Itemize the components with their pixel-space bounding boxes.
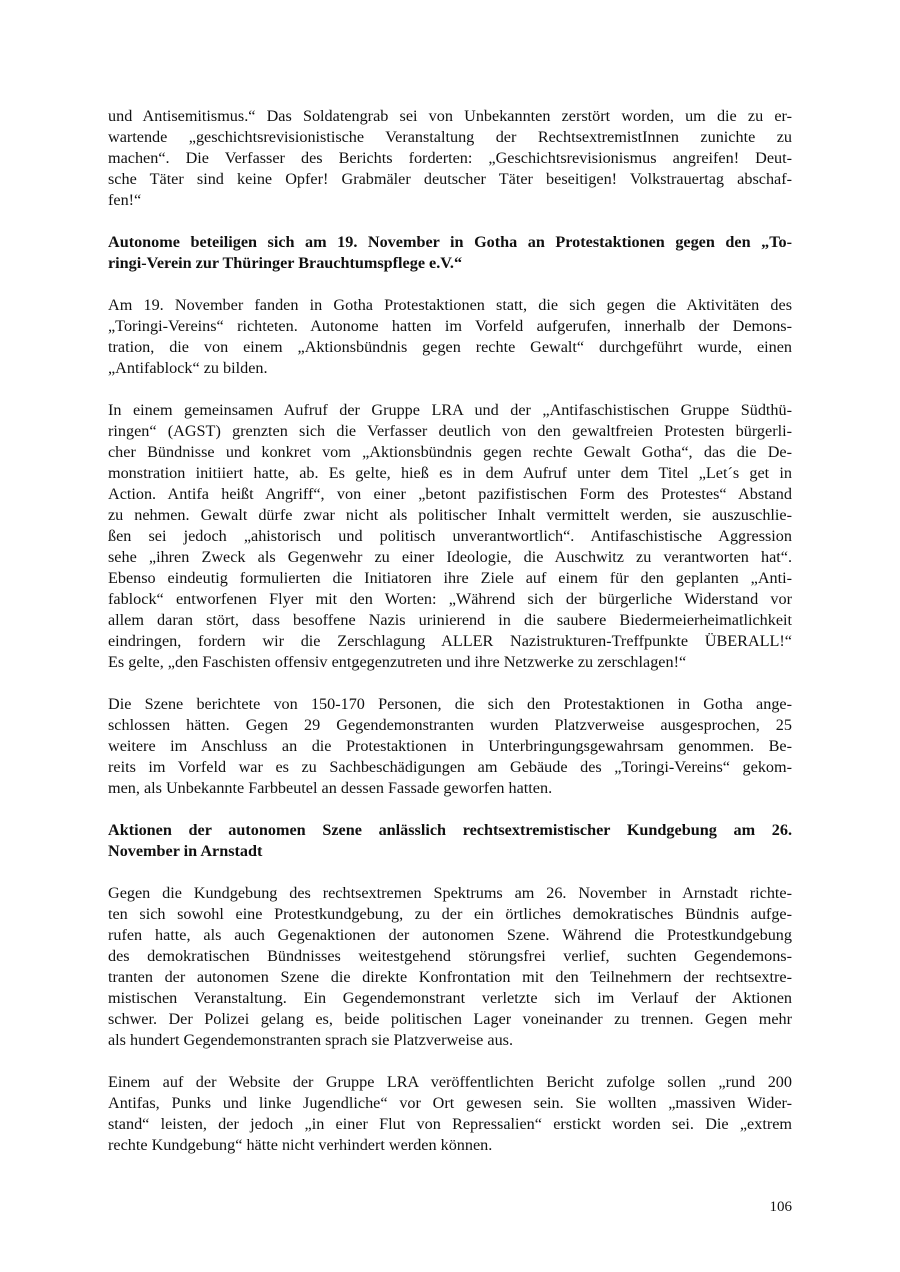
text-line: „Antifablock“ zu bilden.: [108, 359, 268, 377]
text-line: ringen“ (AGST) grenzten sich die Verfasser deutlich von den gewaltfreien Protesten bürgerli-: [108, 422, 792, 440]
text-line: rufen hatte, als auch Gegenaktionen der autonomen Szene. Während die Protestkundgebung: [108, 926, 792, 944]
text-line: zu nehmen. Gewalt dürfe zwar nicht als politischer Inhalt vermittelt werden, sie auszuschlie-: [108, 506, 792, 524]
text-line: Action. Antifa heißt Angriff“, von einer „betont pazifistischen Form des Protestes“ Abstand: [108, 485, 792, 503]
text-line: ten sich sowohl eine Protestkundgebung, zu der ein örtliches demokratisches Bündnis aufge-: [108, 905, 792, 923]
page-number: 106: [769, 1199, 792, 1215]
text-line: sche Täter sind keine Opfer! Grabmäler deutscher Täter beseitigen! Volkstrauertag abschaf-: [108, 170, 792, 188]
text-line: stand“ leisten, der jedoch „in einer Flut von Repressalien“ erstickt worden sei. Die „extrem: [108, 1115, 792, 1133]
heading-line: ringi-Verein zur Thüringer Brauchtumspflege e.V.“: [108, 254, 463, 272]
heading-line: Aktionen der autonomen Szene anlässlich rechtsextremistischer Kundgebung am 26.: [108, 821, 792, 839]
text-line: tration, die von einem „Aktionsbündnis gegen rechte Gewalt“ durchgeführt wurde, einen: [108, 338, 792, 356]
text-line: eindringen, fordern wir die Zerschlagung ALLER Nazistrukturen-Treffpunkte ÜBERALL!“: [108, 632, 792, 650]
section-heading-arnstadt: [108, 820, 792, 862]
text-line: sehe „ihren Zweck als Gegenwehr zu einer Ideologie, die Auschwitz zu verantworten hat“.: [108, 548, 792, 566]
text-line: rechte Kundgebung“ hätte nicht verhindert werden können.: [108, 1136, 493, 1154]
text-line: Am 19. November fanden in Gotha Protestaktionen statt, die sich gegen die Aktivitäten des: [108, 296, 792, 314]
text-line: Die Szene berichtete von 150-170 Personen, die sich den Protestaktionen in Gotha ange-: [108, 695, 792, 713]
document-page: [108, 106, 792, 1156]
text-line: Es gelte, „den Faschisten offensiv entgegenzutreten und ihre Netzwerke zu zerschlagen!“: [108, 653, 687, 671]
text-line: men, als Unbekannte Farbbeutel an dessen Fassade geworfen hatten.: [108, 779, 553, 797]
text-line: wartende „geschichtsrevisionistische Veranstaltung der RechtsextremistInnen zunichte zu: [108, 128, 792, 146]
paragraph-3: [108, 694, 792, 799]
text-line: tranten der autonomen Szene die direkte Konfrontation mit den Teilnehmern der rechtsextre-: [108, 968, 792, 986]
paragraph-4: [108, 883, 792, 1051]
text-line: In einem gemeinsamen Aufruf der Gruppe LRA und der „Antifaschistischen Gruppe Südthü-: [108, 401, 792, 419]
text-line: fablock“ entworfenen Flyer mit den Worten: „Während sich der bürgerliche Widerstand vor: [108, 590, 792, 608]
text-line: weitere im Anschluss an die Protestaktionen in Unterbringungsgewahrsam genommen. Be-: [108, 737, 792, 755]
text-line: „Toringi-Vereins“ richteten. Autonome hatten im Vorfeld aufgerufen, innerhalb der Demons-: [108, 317, 792, 335]
text-line: mistischen Veranstaltung. Ein Gegendemonstrant verletzte sich im Verlauf der Aktionen: [108, 989, 792, 1007]
text-line: und Antisemitismus.“ Das Soldatengrab sei von Unbekannten zerstört worden, um die zu er-: [108, 107, 792, 125]
text-line: schlossen hätten. Gegen 29 Gegendemonstranten wurden Platzverweise ausgesprochen, 25: [108, 716, 792, 734]
text-line: fen!“: [108, 191, 142, 209]
heading-line: Autonome beteiligen sich am 19. November in Gotha an Protestaktionen gegen den „To-: [108, 233, 792, 251]
text-line: reits im Vorfeld war es zu Sachbeschädigungen am Gebäude des „Toringi-Vereins“ gekom-: [108, 758, 792, 776]
paragraph-1: [108, 295, 792, 379]
paragraph-2: [108, 400, 792, 673]
paragraph-5: [108, 1072, 792, 1156]
text-line: schwer. Der Polizei gelang es, beide politischen Lager voneinander zu trennen. Gegen mehr: [108, 1010, 792, 1028]
text-line: cher Bündnisse und konkret vom „Aktionsbündnis gegen rechte Gewalt Gotha“, das die De-: [108, 443, 792, 461]
text-line: ßen sei jedoch „ahistorisch und politisch unverantwortlich“. Antifaschistische Aggression: [108, 527, 792, 545]
text-line: als hundert Gegendemonstranten sprach sie Platzverweise aus.: [108, 1031, 514, 1049]
text-line: des demokratischen Bündnisses weitestgehend störungsfrei verlief, suchten Gegendemons-: [108, 947, 792, 965]
text-line: Ebenso eindeutig formulierten die Initiatoren ihre Ziele auf einem für den geplanten „Anti-: [108, 569, 792, 587]
text-line: machen“. Die Verfasser des Berichts forderten: „Geschichtsrevisionismus angreifen! Deut-: [108, 149, 792, 167]
text-line: Antifas, Punks und linke Jugendliche“ vor Ort gewesen sein. Sie wollten „massiven Wider-: [108, 1094, 792, 1112]
heading-line: November in Arnstadt: [108, 842, 263, 860]
text-line: Gegen die Kundgebung des rechtsextremen Spektrums am 26. November in Arnstadt richte-: [108, 884, 792, 902]
paragraph-0: [108, 106, 792, 211]
section-heading-gotha: [108, 232, 792, 274]
text-line: monstration initiiert hatte, ab. Es gelte, hieß es in dem Aufruf unter dem Titel „Let´s get in: [108, 464, 792, 482]
text-line: allem daran stört, dass besoffene Nazis urinierend in die saubere Biedermeierheimatlichkeit: [108, 611, 792, 629]
text-line: Einem auf der Website der Gruppe LRA veröffentlichten Bericht zufolge sollen „rund 200: [108, 1073, 792, 1091]
